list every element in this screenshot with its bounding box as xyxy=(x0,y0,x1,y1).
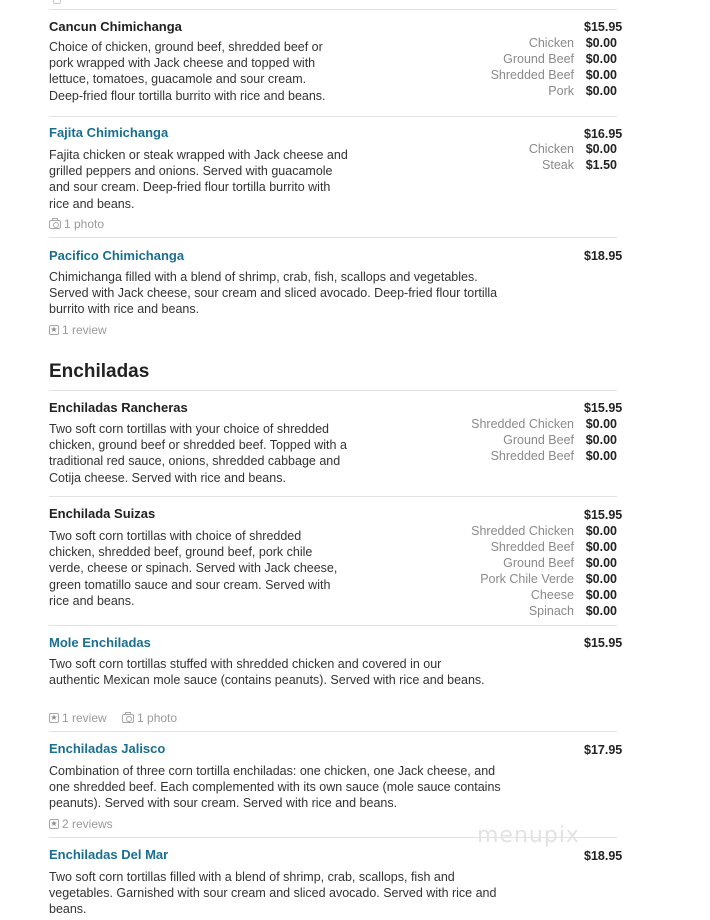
option-row xyxy=(377,83,617,99)
item-name: Cancun Chimichanga xyxy=(49,19,182,34)
option-label: Shredded Beef xyxy=(490,68,574,82)
photos-link[interactable] xyxy=(122,711,177,725)
item-meta xyxy=(49,711,189,726)
option-row xyxy=(377,448,617,464)
option-row xyxy=(377,141,617,157)
item-description: Combination of three corn tortilla enchiladas: one chicken, one Jack cheese, and one shredded beef. Each complemented with its own sauce (mole sauce contains peanuts). Served with sour cream. Served with rice and beans. xyxy=(49,764,501,811)
menu-item xyxy=(49,837,623,920)
option-row xyxy=(377,67,617,83)
option-row xyxy=(377,35,617,51)
review-count: 1 review xyxy=(62,711,107,725)
option-price: $0.00 xyxy=(585,417,617,431)
item-description: Fajita chicken or steak wrapped with Jack cheese and grilled peppers and onions. Served with guacamole and sour cream. Deep-fried flour tortilla burrito with rice and beans. xyxy=(49,148,348,211)
item-description: Two soft corn tortillas with choice of shredded chicken, shredded beef, ground beef, pork chile verde, cheese or spinach. Served with Jack cheese, green tomatillo sauce and sour cream. Served with rice and beans. xyxy=(49,529,338,608)
option-label: Pork Chile Verde xyxy=(480,572,574,586)
option-row xyxy=(377,432,617,448)
item-price-row xyxy=(377,19,623,35)
item-name: Enchiladas Rancheras xyxy=(49,400,188,415)
option-label: Shredded Chicken xyxy=(471,417,574,431)
option-row xyxy=(377,587,617,603)
option-row xyxy=(377,51,617,67)
item-price-row xyxy=(377,635,623,651)
option-row xyxy=(377,157,617,173)
camera-icon xyxy=(49,220,61,229)
item-price: $15.95 xyxy=(584,401,623,415)
menu-item xyxy=(49,496,623,626)
option-price: $0.00 xyxy=(585,36,617,50)
item-description: Two soft corn tortillas filled with a blend of shrimp, crab, scallops, fish and vegetables. Garnished with sour cream and sliced avocado. Served with rice and beans. xyxy=(49,870,497,917)
reviews-link[interactable] xyxy=(49,817,113,831)
review-icon xyxy=(49,713,59,723)
option-row xyxy=(377,555,617,571)
review-icon xyxy=(49,819,59,829)
item-price: $18.95 xyxy=(584,249,623,263)
option-price: $0.00 xyxy=(585,524,617,538)
option-row xyxy=(377,539,617,555)
item-price: $17.95 xyxy=(584,743,623,757)
item-price-row xyxy=(377,742,623,758)
option-price: $0.00 xyxy=(585,449,617,463)
option-label: Chicken xyxy=(528,36,574,50)
item-price: $15.95 xyxy=(584,508,623,522)
item-price: $16.95 xyxy=(584,127,623,141)
option-label: Shredded Chicken xyxy=(471,524,574,538)
review-icon xyxy=(49,325,59,335)
camera-icon xyxy=(122,714,134,723)
item-name-link[interactable]: Enchiladas Jalisco xyxy=(49,741,166,756)
option-label: Cheese xyxy=(530,588,574,602)
option-label: Spinach xyxy=(528,604,574,618)
option-label: Chicken xyxy=(528,142,574,156)
option-price: $0.00 xyxy=(585,433,617,447)
option-price: $0.00 xyxy=(585,588,617,602)
item-price: $15.95 xyxy=(584,636,623,650)
item-name-link[interactable]: Fajita Chimichanga xyxy=(49,125,169,140)
option-price: $0.00 xyxy=(585,540,617,554)
item-name-link[interactable]: Enchiladas Del Mar xyxy=(49,847,169,862)
option-price: $0.00 xyxy=(585,68,617,82)
option-label: Pork xyxy=(548,84,574,98)
item-description: Two soft corn tortillas stuffed with shredded chicken and covered in our authentic Mexican mole sauce (contains peanuts). Served with rice and beans. xyxy=(49,657,485,688)
option-price: $0.00 xyxy=(585,556,617,570)
option-price: $0.00 xyxy=(585,572,617,586)
menu-item xyxy=(49,10,623,116)
section-title: Enchiladas xyxy=(49,361,150,382)
option-row xyxy=(377,416,617,432)
option-price: $0.00 xyxy=(585,142,617,156)
review-count: 2 reviews xyxy=(62,817,113,831)
item-meta xyxy=(49,217,116,232)
photo-count: 1 photo xyxy=(64,217,105,231)
reviews-link[interactable] xyxy=(49,711,107,725)
review-count: 1 review xyxy=(62,323,107,337)
item-price-row xyxy=(377,126,623,142)
photos-link[interactable] xyxy=(49,217,104,231)
option-row xyxy=(377,603,617,619)
option-label: Steak xyxy=(542,158,574,172)
menu-item xyxy=(49,116,623,238)
item-price-row xyxy=(377,848,623,864)
item-description: Two soft corn tortillas with your choice of shredded chicken, ground beef or shredded beef. Topped with a traditional red sauce, onions, shredded cabbage and Cotija cheese. Served with rice and beans. xyxy=(49,422,347,485)
item-price-row xyxy=(377,507,623,523)
review-icon xyxy=(53,0,61,4)
item-name: Enchilada Suizas xyxy=(49,506,156,521)
menu-item xyxy=(49,390,623,497)
item-description: Chimichanga filled with a blend of shrimp, crab, fish, scallops and vegetables. Served with Jack cheese, sour cream and sliced avocado. Deep-fried flour tortilla burrito with rice and beans. xyxy=(49,270,498,317)
option-label: Ground Beef xyxy=(503,52,574,66)
item-meta xyxy=(49,817,125,832)
option-price: $0.00 xyxy=(585,52,617,66)
option-label: Shredded Beef xyxy=(490,449,574,463)
item-meta xyxy=(49,323,119,338)
option-row xyxy=(377,523,617,539)
menu-item xyxy=(49,625,623,732)
option-price: $1.50 xyxy=(585,158,617,172)
option-row xyxy=(377,571,617,587)
option-label: Ground Beef xyxy=(503,433,574,447)
photo-count: 1 photo xyxy=(137,711,178,725)
watermark-logo: menupix xyxy=(477,823,580,848)
item-price-row xyxy=(377,400,623,416)
menu-item xyxy=(49,731,623,838)
item-price-row xyxy=(377,248,623,264)
option-price: $0.00 xyxy=(585,84,617,98)
item-description: Choice of chicken, ground beef, shredded beef or pork wrapped with Jack cheese and topped with lettuce, tomatoes, guacamole and sour cream. Deep-fried flour tortilla burrito with rice and beans. xyxy=(49,40,326,103)
reviews-link[interactable] xyxy=(49,323,107,337)
option-label: Ground Beef xyxy=(503,556,574,570)
item-name-link[interactable]: Pacifico Chimichanga xyxy=(49,248,185,263)
item-price: $18.95 xyxy=(584,849,623,863)
option-price: $0.00 xyxy=(585,604,617,618)
item-price: $15.95 xyxy=(584,20,623,34)
option-label: Shredded Beef xyxy=(490,540,574,554)
menu-item xyxy=(49,237,623,348)
item-name-link[interactable]: Mole Enchiladas xyxy=(49,635,151,650)
